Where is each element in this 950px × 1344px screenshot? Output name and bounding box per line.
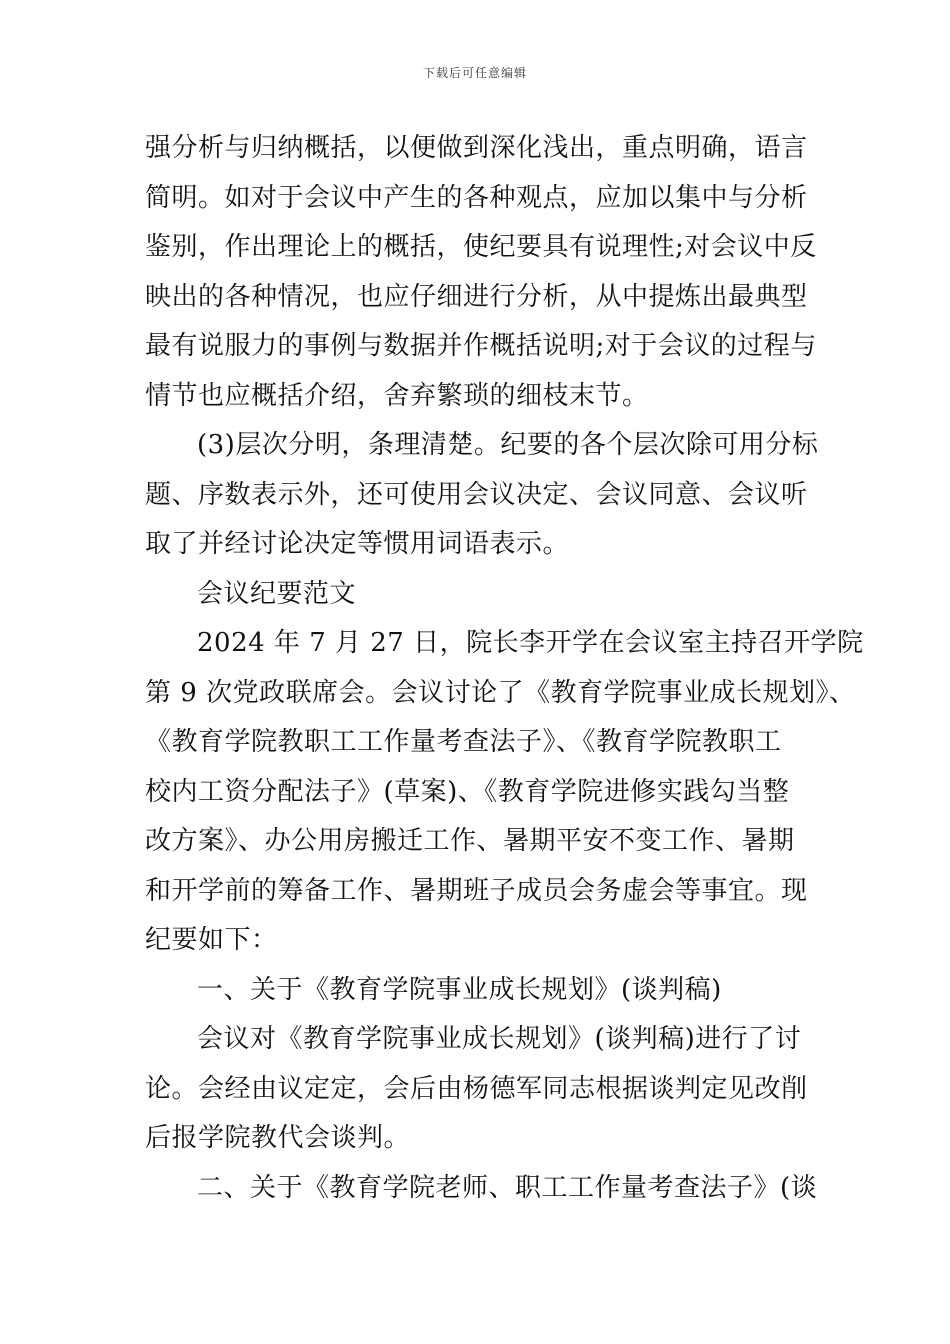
section-heading: 二、关于《教育学院老师、职工工作量考查法子》(谈	[197, 1172, 818, 1203]
body-line: 纪要如下：	[145, 925, 278, 955]
body-line: (3)层次分明，条理清楚。纪要的各个层次除可用分标	[197, 430, 819, 460]
body-line: 题、序数表示外，还可使用会议决定、会议同意、会议听	[145, 479, 808, 510]
body-line: 取了并经讨论决定等惯用词语表示。	[145, 529, 570, 559]
body-line: 第 9 次党政联席会。会议讨论了《教育学院事业成长规划》、	[145, 677, 856, 708]
body-line: 后报学院教代会谈判。	[145, 1123, 411, 1153]
body-line: 情节也应概括介绍，舍弃繁琐的细枝末节。	[145, 380, 649, 411]
body-line: 鉴别，作出理论上的概括，使纪要具有说理性;对会议中反	[145, 232, 817, 262]
body-line: 简明。如对于会议中产生的各种观点，应加以集中与分析	[145, 182, 808, 213]
section-heading: 一、关于《教育学院事业成长规划》(谈判稿)	[197, 974, 722, 1005]
body-line: 最有说服力的事例与数据并作概括说明;对于会议的过程与	[145, 331, 817, 361]
body-line: 和开学前的筹备工作、暑期班子成员会务虚会等事宜。现	[145, 875, 808, 906]
body-line: 2024 年 7 月 27 日，院长李开学在会议室主持召开学院	[197, 628, 864, 658]
body-line: 《教育学院教职工工作量考查法子》、《教育学院教职工	[145, 727, 782, 757]
section-heading: 会议纪要范文	[197, 578, 357, 609]
body-line: 论。会经由议定定，会后由杨德军同志根据谈判定见改削	[145, 1073, 808, 1104]
body-line: 映出的各种情况，也应仔细进行分析，从中提炼出最典型	[145, 281, 808, 312]
page-header: 下载后可任意编辑	[422, 66, 527, 80]
body-line: 校内工资分配法子》(草案)、《教育学院进修实践勾当整	[145, 776, 790, 807]
body-line: 会议对《教育学院事业成长规划》(谈判稿)进行了讨	[197, 1024, 802, 1054]
body-line: 改方案》、办公用房搬迁工作、暑期平安不变工作、暑期	[145, 826, 795, 856]
body-line: 强分析与归纳概括，以便做到深化浅出，重点明确，语言	[145, 133, 808, 163]
document-body	[145, 124, 864, 1213]
